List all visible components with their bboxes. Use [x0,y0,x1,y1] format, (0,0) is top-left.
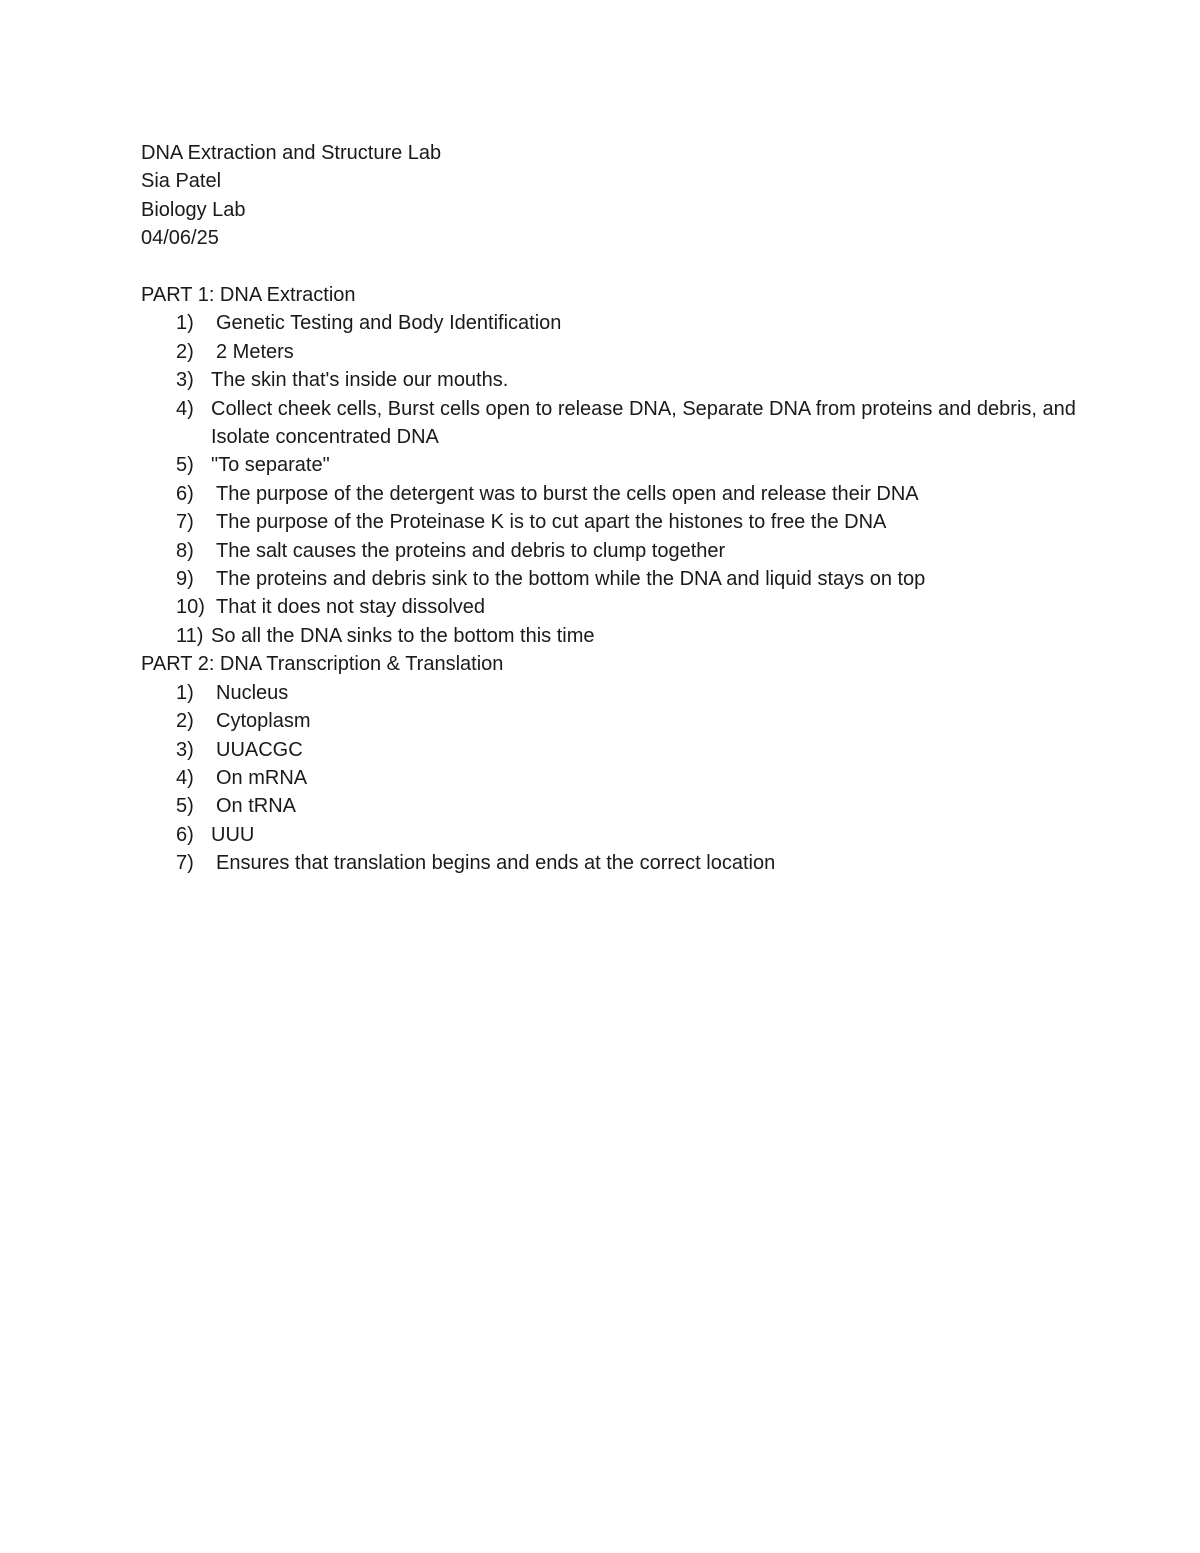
item-text: "To separate" [211,454,330,477]
item-text: That it does not stay dissolved [216,596,486,619]
item-text: The purpose of the detergent was to burst the cells open and release their DNA [216,482,919,505]
list-item [141,451,1101,479]
item-number: 8) [176,539,194,562]
item-text: Genetic Testing and Body Identification [216,312,562,335]
item-number: 3) [176,738,194,761]
list-item [141,764,1101,792]
spacer [141,253,1101,281]
item-number: 2) [176,710,194,733]
item-text: Ensures that translation begins and ends at the correct location [216,852,776,875]
item-number: 4) [176,397,194,420]
item-number: 5) [176,795,194,818]
list-item [141,537,1101,565]
list-item [141,593,1101,621]
author-name: Sia Patel [141,170,222,193]
list-item [141,736,1101,764]
item-text: The skin that's inside our mouths. [211,369,509,392]
item-number: 7) [176,511,194,534]
item-text: UUACGC [216,738,303,761]
item-text: Cytoplasm [216,710,311,733]
document-title: DNA Extraction and Structure Lab [141,142,442,164]
list-item [141,679,1101,707]
item-number: 10) [176,596,205,619]
list-item [141,622,1101,650]
part1-heading: PART 1: DNA Extraction [141,284,356,307]
item-number: 6) [176,482,194,505]
item-number: 2) [176,340,194,363]
list-item [141,565,1101,593]
item-number: 1) [176,312,194,335]
list-item [141,792,1101,820]
item-number: 7) [176,852,194,875]
item-number: 11) [176,624,204,647]
item-text: The purpose of the Proteinase K is to cut apart the histones to free the DNA [216,511,887,534]
course-name: Biology Lab [141,198,246,221]
part2-answer-list [141,679,1101,878]
item-text: The proteins and debris sink to the bottom while the DNA and liquid stays on top [216,568,926,591]
list-item [141,508,1101,536]
item-text: On mRNA [216,766,308,789]
list-item [141,849,1101,877]
part2-heading: PART 2: DNA Transcription & Translation [141,653,504,676]
item-text: Collect cheek cells, Burst cells open to release DNA, Separate DNA from proteins and debris, and Isolate concentrated DNA [211,397,1076,449]
list-item [141,366,1101,394]
list-item [141,480,1101,508]
item-text: Nucleus [216,681,289,704]
item-text: 2 Meters [216,340,294,363]
part1-answer-list [141,309,1101,650]
document-date: 04/06/25 [141,227,219,250]
list-item [141,821,1101,849]
list-item [141,395,1101,452]
item-text: UUU [211,823,255,846]
item-text: The salt causes the proteins and debris to clump together [216,539,726,562]
item-text: On tRNA [216,795,297,818]
item-number: 1) [176,681,194,704]
list-item [141,707,1101,735]
item-number: 5) [176,454,194,477]
item-number: 9) [176,568,194,591]
item-number: 6) [176,823,194,846]
item-number: 3) [176,369,194,392]
list-item [141,309,1101,337]
list-item [141,338,1101,366]
item-text: So all the DNA sinks to the bottom this time [211,624,595,647]
document-body [141,139,1101,878]
item-number: 4) [176,766,194,789]
